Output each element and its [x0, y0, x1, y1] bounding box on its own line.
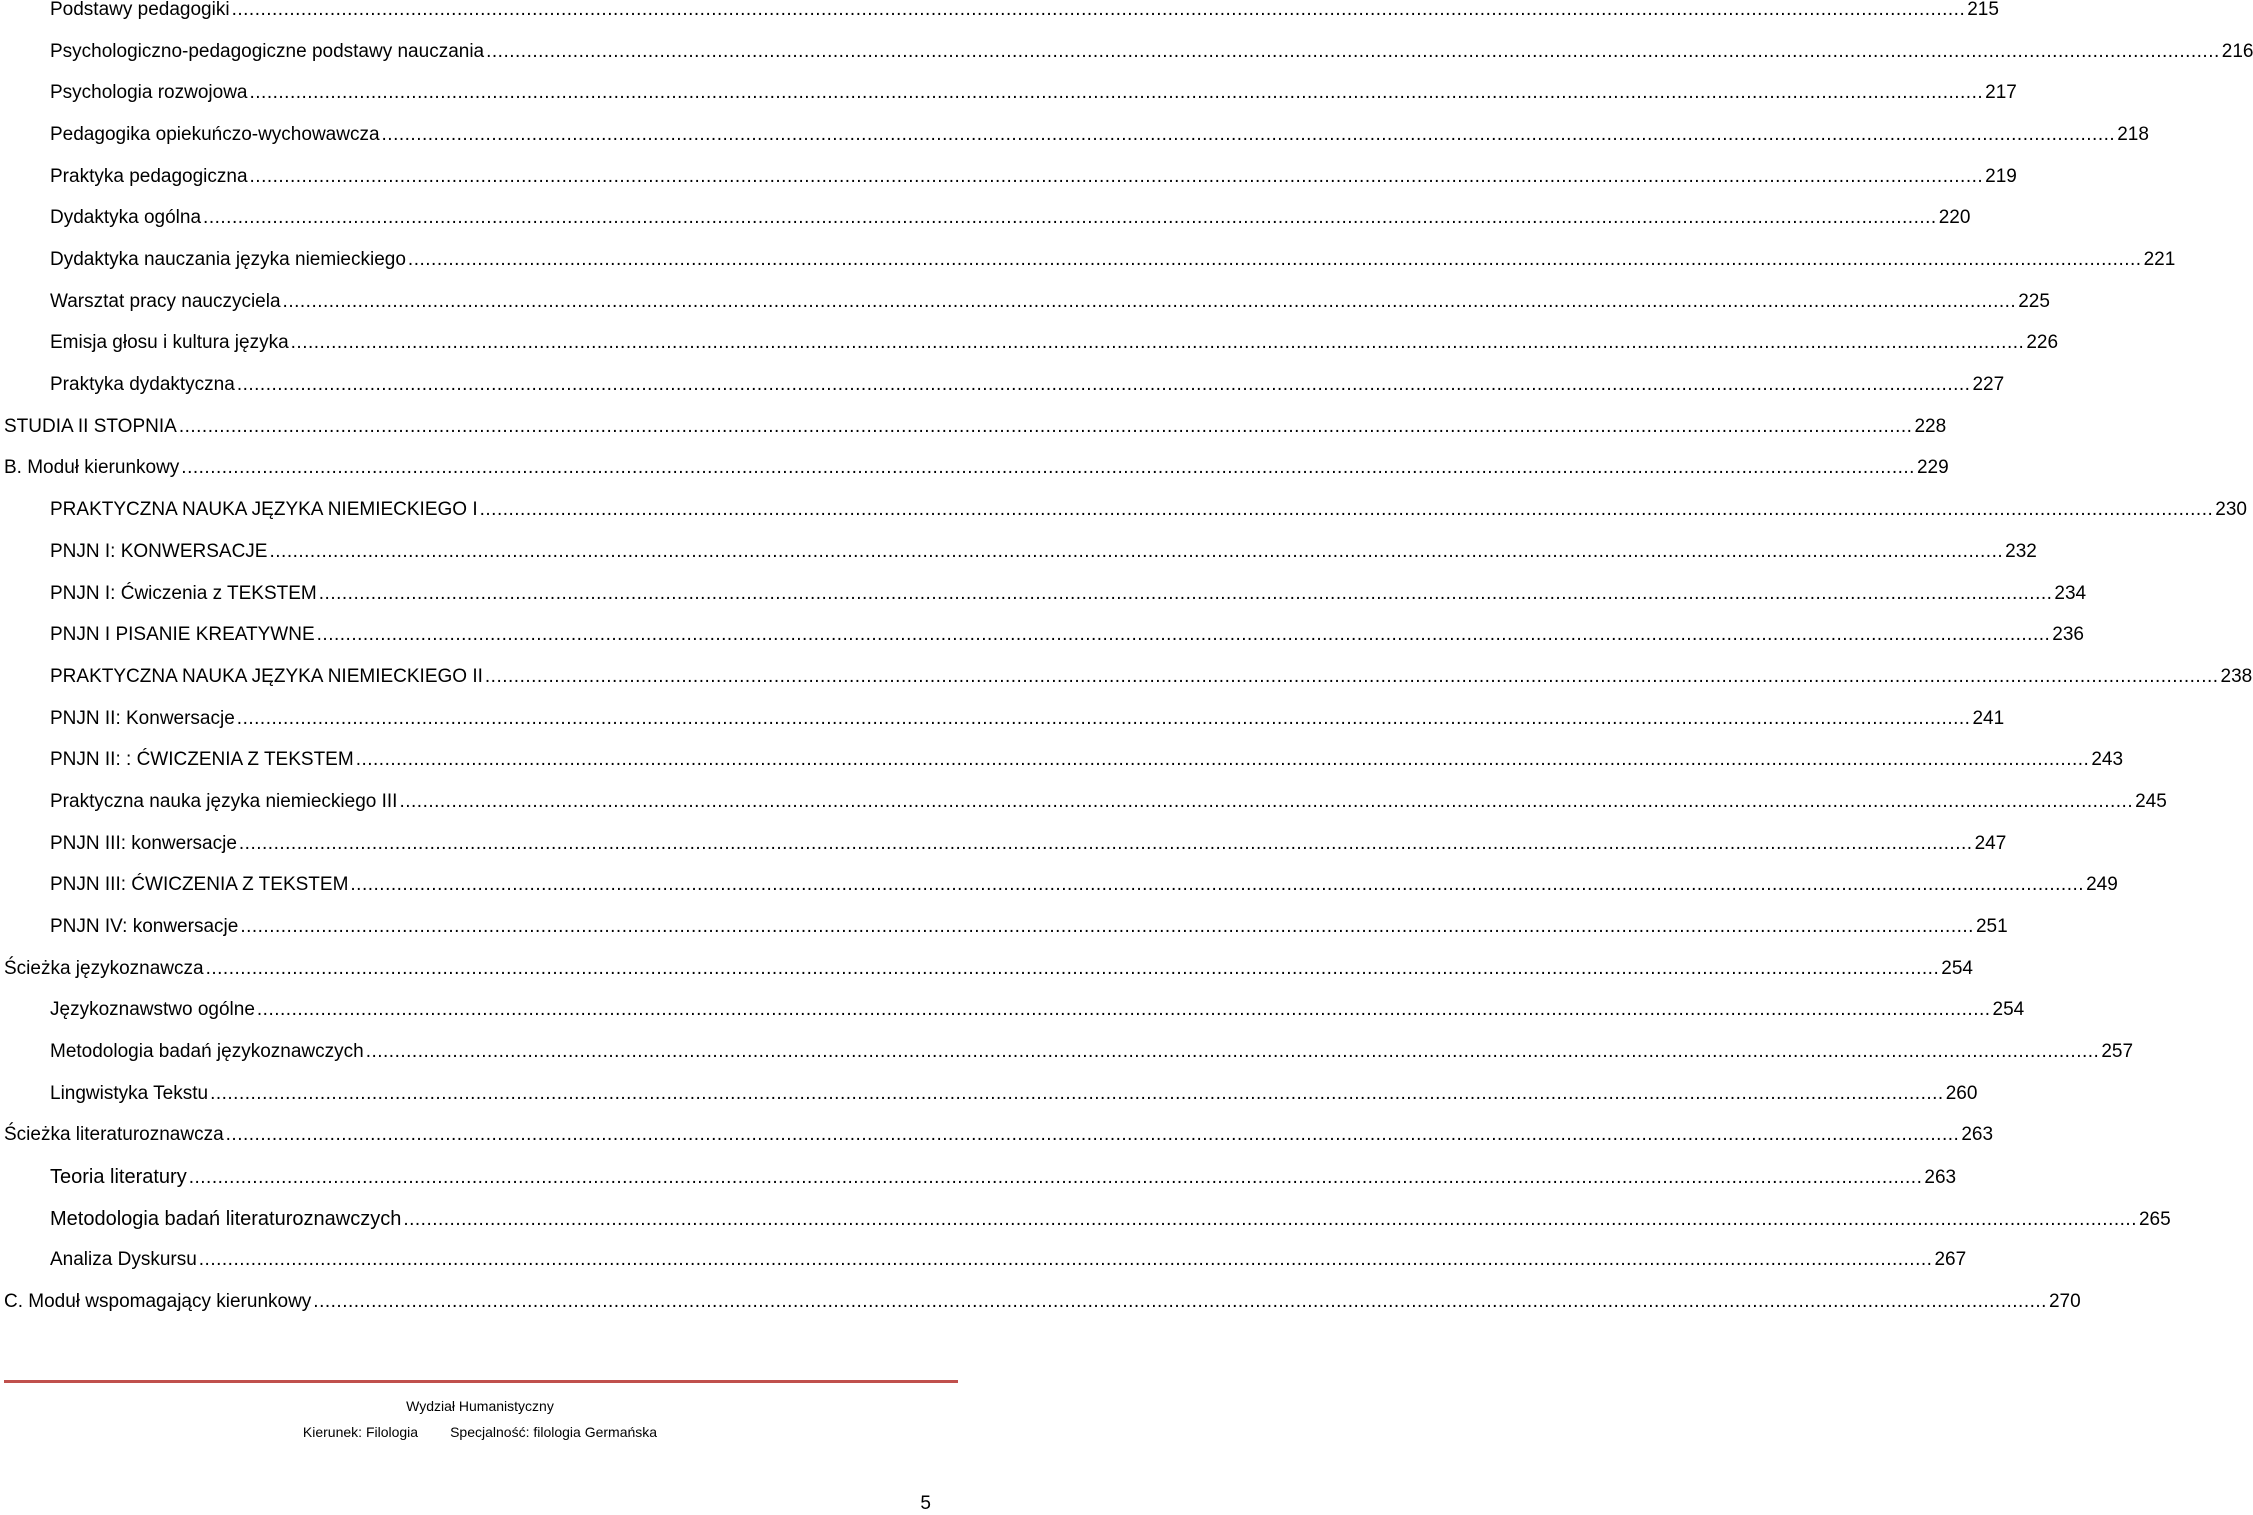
toc-entry-page: 217 [1985, 82, 2017, 104]
toc-entry-title: B. Moduł kierunkowy [4, 457, 180, 479]
toc-dot-leader: ............................................................................................................................................................................................................................................................................................................ [240, 915, 1974, 937]
toc-entry[interactable] [50, 830, 2007, 858]
toc-entry-title: PNJN I PISANIE KREATYWNE [50, 624, 315, 646]
toc-entry-page: 265 [2138, 1208, 2171, 1230]
toc-dot-leader: ............................................................................................................................................................................................................................................................................................................ [355, 749, 2090, 771]
toc-entry-title: Dydaktyka ogólna [50, 207, 202, 229]
toc-dot-leader: ............................................................................................................................................................................................................................................................................................................ [479, 499, 2214, 521]
toc-dot-leader: ............................................................................................................................................................................................................................................................................................................ [249, 82, 1984, 104]
toc-entry-page: 254 [1992, 999, 2025, 1021]
toc-dot-leader: ............................................................................................................................................................................................................................................................................................................ [236, 374, 1971, 396]
toc-entry-page: 216 [2221, 40, 2253, 62]
toc-entry-title: Teoria literatury [50, 1166, 187, 1189]
toc-entry[interactable] [50, 121, 2149, 149]
toc-dot-leader: ............................................................................................................................................................................................................................................................................................................ [381, 124, 2116, 146]
toc-entry[interactable] [50, 38, 2253, 66]
toc-dot-leader: ............................................................................................................................................................................................................................................................................................................ [231, 0, 1966, 20]
toc-dot-leader: ............................................................................................................................................................................................................................................................................................................ [210, 1082, 1944, 1104]
toc-entry[interactable] [50, 496, 2247, 524]
toc-entry-page: 236 [2052, 624, 2084, 646]
toc-entry[interactable] [50, 204, 1971, 232]
toc-entry[interactable] [50, 246, 2176, 274]
toc-dot-leader: ............................................................................................................................................................................................................................................................................................................ [269, 540, 2004, 562]
toc-entry[interactable] [50, 788, 2167, 816]
toc-entry-page: 251 [1975, 915, 2008, 937]
toc-entry-title: PNJN III: ĆWICZENIA Z TEKSTEM [50, 874, 349, 896]
toc-entry-page: 220 [1938, 207, 1971, 229]
toc-entry-title: PNJN IV: konwersacje [50, 915, 239, 937]
toc-entry-title: Warsztat pracy nauczyciela [50, 290, 281, 312]
toc-entry-page: 229 [1916, 457, 1949, 479]
footer-program [0, 1423, 960, 1441]
toc-entry-title: Psychologiczno-pedagogiczne podstawy nauczania [50, 40, 485, 62]
toc-dot-leader: ............................................................................................................................................................................................................................................................................................................ [256, 999, 1991, 1021]
toc-dot-leader: ............................................................................................................................................................................................................................................................................................................ [181, 457, 1915, 479]
toc-dot-leader: ............................................................................................................................................................................................................................................................................................................ [290, 332, 2025, 354]
toc-entry[interactable] [50, 871, 2118, 899]
toc-dot-leader: ............................................................................................................................................................................................................................................................................................................ [318, 582, 2053, 604]
toc-entry-title: Psychologia rozwojowa [50, 82, 248, 104]
footer-faculty: Wydział Humanistyczny [406, 1398, 554, 1414]
toc-entry[interactable] [50, 79, 2017, 107]
toc-entry[interactable] [50, 0, 1999, 24]
toc-dot-leader: ............................................................................................................................................................................................................................................................................................................ [178, 415, 1913, 437]
toc-dot-leader: ............................................................................................................................................................................................................................................................................................................ [188, 1167, 1923, 1189]
toc-entry[interactable] [4, 1288, 2081, 1316]
toc-entry[interactable] [50, 1080, 1978, 1108]
toc-dot-leader: ............................................................................................................................................................................................................................................................................................................ [407, 249, 2142, 271]
toc-dot-leader: ............................................................................................................................................................................................................................................................................................................ [236, 707, 1971, 729]
toc-entry-title: PNJN I: Ćwiczenia z TEKSTEM [50, 582, 317, 604]
toc-entry[interactable] [50, 371, 2005, 399]
toc-entry-page: 221 [2143, 249, 2176, 271]
toc-entry[interactable] [50, 163, 2017, 191]
toc-dot-leader: ............................................................................................................................................................................................................................................................................................................ [313, 1291, 2047, 1313]
toc-entry[interactable] [50, 329, 2059, 357]
toc-entry-page: 219 [1985, 165, 2017, 187]
toc-dot-leader: ............................................................................................................................................................................................................................................................................................................ [365, 1041, 2100, 1062]
toc-entry-page: 227 [1972, 374, 2005, 396]
toc-entry-title: Pedagogika opiekuńczo-wychowawcza [50, 124, 380, 146]
toc-entry-page: 263 [1961, 1124, 1994, 1146]
toc-entry-title: Dydaktyka nauczania języka niemieckiego [50, 249, 406, 271]
toc-entry-page: 225 [2018, 290, 2050, 312]
toc-entry-title: PNJN III: konwersacje [50, 832, 237, 854]
toc-entry-title: Lingwistyka Tekstu [50, 1082, 209, 1104]
toc-entry-page: 257 [2101, 1041, 2134, 1062]
toc-entry-title: PNJN I: KONWERSACJE [50, 540, 268, 562]
toc-entry-page: 230 [2215, 499, 2247, 521]
toc-dot-leader: ............................................................................................................................................................................................................................................................................................................ [238, 832, 1973, 854]
toc-entry[interactable] [50, 1163, 1957, 1191]
toc-entry-title: PNJN II: : ĆWICZENIA Z TEKSTEM [50, 749, 354, 771]
toc-entry-title: Emisja głosu i kultura języka [50, 332, 289, 354]
toc-entry[interactable] [50, 996, 2025, 1024]
toc-entry-page: 228 [1914, 415, 1947, 437]
toc-entry-title: Metodologia badań literaturoznawczych [50, 1207, 402, 1230]
footer-field: Kierunek: Filologia [302, 1424, 419, 1440]
toc-entry-title: PRAKTYCZNA NAUKA JĘZYKA NIEMIECKIEGO II [50, 665, 483, 687]
toc-entry-title: Praktyczna nauka języka niemieckiego III [50, 790, 398, 812]
toc-entry-page: 215 [1967, 0, 1999, 20]
toc-entry-page: 260 [1945, 1082, 1978, 1104]
footer-divider [4, 1380, 958, 1383]
toc-entry-title: Metodologia badań językoznawczych [50, 1041, 364, 1062]
toc-entry[interactable] [4, 413, 1947, 441]
toc-entry[interactable] [50, 1038, 2134, 1066]
toc-entry-page: 243 [2091, 749, 2124, 771]
toc-entry[interactable] [4, 454, 1949, 482]
toc-entry-page: 238 [2220, 665, 2253, 687]
toc-entry[interactable] [50, 621, 2084, 649]
toc-entry-title: PRAKTYCZNA NAUKA JĘZYKA NIEMIECKIEGO I [50, 499, 478, 521]
toc-entry-title: Analiza Dyskursu [50, 1249, 197, 1271]
toc-entry-title: Podstawy pedagogiki [50, 0, 230, 20]
toc-dot-leader: ............................................................................................................................................................................................................................................................................................................ [486, 40, 2220, 62]
toc-entry-page: 247 [1974, 832, 2007, 854]
footer-specialization: Specjalność: filologia Germańska [450, 1424, 658, 1440]
toc-entry-page: 270 [2048, 1291, 2081, 1313]
toc-entry-title: Ścieżka literaturoznawcza [4, 1124, 224, 1146]
page-number: 5 [920, 1493, 931, 1514]
toc-dot-leader: ............................................................................................................................................................................................................................................................................................................ [484, 665, 2219, 687]
toc-entry-page: 234 [2054, 582, 2087, 604]
toc-entry-title: PNJN II: Konwersacje [50, 707, 235, 729]
toc-entry[interactable] [50, 1205, 2171, 1233]
toc-entry-page: 263 [1924, 1167, 1957, 1189]
toc-entry[interactable] [50, 580, 2087, 608]
toc-dot-leader: ............................................................................................................................................................................................................................................................................................................ [205, 957, 1940, 979]
toc-entry[interactable] [50, 746, 2124, 774]
toc-entry[interactable] [50, 913, 2008, 941]
toc-entry-title: STUDIA II STOPNIA [4, 415, 177, 437]
toc-entry-page: 226 [2026, 332, 2059, 354]
toc-entry-page: 218 [2117, 124, 2149, 146]
toc-dot-leader: ............................................................................................................................................................................................................................................................................................................ [316, 624, 2051, 646]
toc-dot-leader: ............................................................................................................................................................................................................................................................................................................ [399, 790, 2134, 812]
toc-entry-title: Ścieżka językoznawcza [4, 957, 204, 979]
toc-entry[interactable] [4, 955, 1973, 983]
toc-entry-page: 232 [2005, 540, 2037, 562]
toc-entry[interactable] [50, 663, 2253, 691]
toc-dot-leader: ............................................................................................................................................................................................................................................................................................................ [403, 1208, 2137, 1230]
toc-entry-title: Praktyka dydaktyczna [50, 374, 235, 396]
toc-dot-leader: ............................................................................................................................................................................................................................................................................................................ [225, 1124, 1960, 1146]
toc-dot-leader: ............................................................................................................................................................................................................................................................................................................ [350, 874, 2085, 896]
toc-dot-leader: ............................................................................................................................................................................................................................................................................................................ [198, 1249, 1933, 1271]
toc-dot-leader: ............................................................................................................................................................................................................................................................................................................ [282, 290, 2017, 312]
toc-entry-page: 245 [2135, 790, 2167, 812]
toc-entry-title: C. Moduł wspomagający kierunkowy [4, 1291, 312, 1313]
toc-dot-leader: ............................................................................................................................................................................................................................................................................................................ [203, 207, 1937, 229]
toc-entry-page: 254 [1941, 957, 1973, 979]
toc-entry[interactable] [50, 1246, 1967, 1274]
toc-entry-title: Praktyka pedagogiczna [50, 165, 248, 187]
toc-entry[interactable] [4, 1121, 1994, 1149]
toc-entry-page: 249 [2086, 874, 2118, 896]
toc-entry-page: 241 [1972, 707, 2005, 729]
toc-dot-leader: ............................................................................................................................................................................................................................................................................................................ [249, 165, 1984, 187]
toc-entry[interactable] [50, 288, 2050, 316]
toc-entry-page: 267 [1934, 1249, 1967, 1271]
toc-entry[interactable] [50, 538, 2037, 566]
toc-entry-title: Językoznawstwo ogólne [50, 999, 255, 1021]
toc-entry[interactable] [50, 705, 2005, 733]
